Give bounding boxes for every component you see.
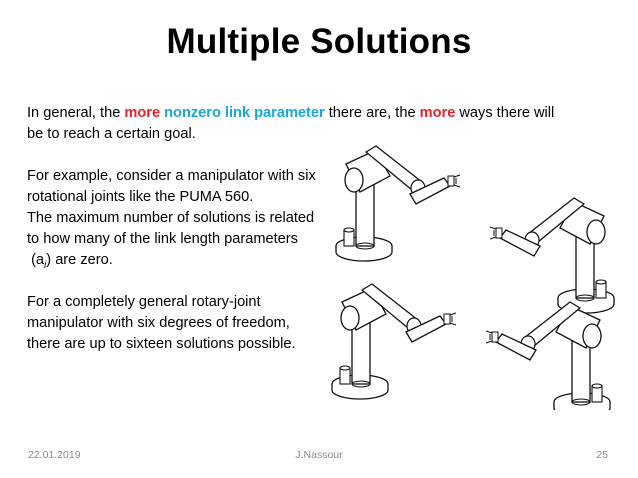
p3-close: ) are zero. bbox=[46, 252, 113, 268]
footer-page-number: 25 bbox=[596, 449, 608, 461]
p1-text-3: ways there will be to reach a certain goal. bbox=[27, 105, 555, 142]
highlight-nonzero-link-parameter: nonzero link parameter bbox=[164, 105, 325, 121]
puma-config-2 bbox=[490, 198, 614, 313]
p1-text-1: In general, the bbox=[27, 105, 125, 121]
slide-title: Multiple Solutions bbox=[166, 22, 472, 61]
highlight-more-2: more bbox=[419, 105, 456, 121]
footer-author: J.Nassour bbox=[295, 449, 343, 461]
puma-config-1 bbox=[336, 146, 460, 261]
p1-text-2: there are, the bbox=[324, 105, 420, 121]
paragraph-max-solutions bbox=[27, 208, 317, 276]
puma-configurations-figure bbox=[322, 138, 622, 410]
p3-open: (a bbox=[31, 252, 45, 268]
highlight-more-1: more bbox=[124, 105, 161, 121]
paragraph-sixteen-solutions: For a completely general rotary-joint manipulator with six degrees of freedom, there are up to sixteen solutions possible. bbox=[27, 294, 296, 352]
p3-text: The maximum number of solutions is related to how many of the link length parameters bbox=[27, 210, 315, 247]
puma-config-3 bbox=[332, 284, 456, 399]
p3-subscript: i bbox=[44, 259, 47, 271]
footer-date: 22.01.2019 bbox=[28, 449, 81, 461]
puma-config-4 bbox=[486, 302, 610, 410]
paragraph-example: For example, consider a manipulator with six rotational joints like the PUMA 560. bbox=[27, 168, 316, 205]
